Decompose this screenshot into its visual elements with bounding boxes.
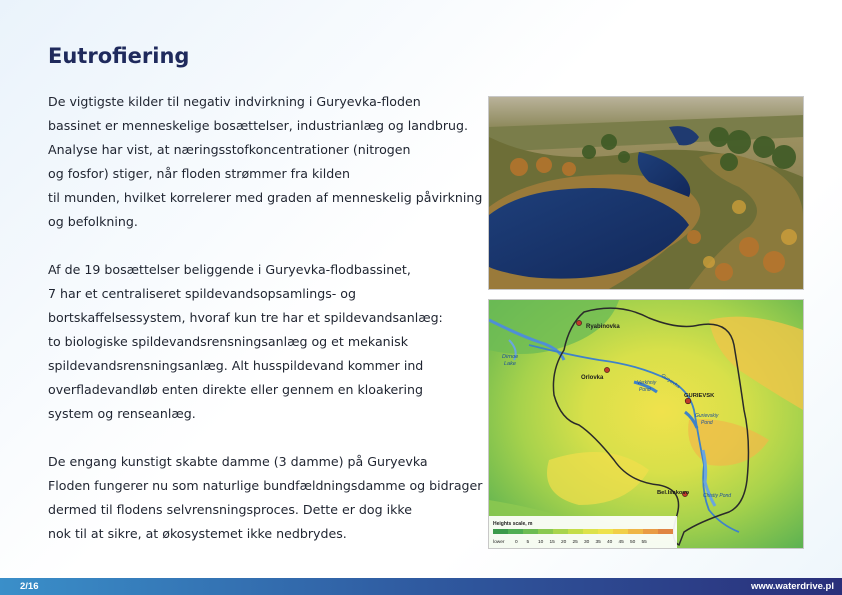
heights-legend xyxy=(489,516,677,548)
legend-tick-label: 0 xyxy=(515,540,518,545)
label-verkhniy-pond-1: Verkhniy xyxy=(637,380,657,386)
legend-tick-label: 10 xyxy=(538,540,544,545)
legend-lower-label: lower xyxy=(493,540,505,545)
legend-swatch xyxy=(643,529,658,534)
label-guryevskiy-pond-2: Pond xyxy=(701,420,713,426)
text-line: De vigtigste kilder til negativ indvirkning i Guryevka-floden xyxy=(48,94,421,109)
footer-bar xyxy=(0,578,842,595)
label-guriyevsk: GURIEVSK xyxy=(684,393,715,399)
text-line: nok til at sikre, at økosystemet ikke nedbrydes. xyxy=(48,526,347,541)
website-link[interactable]: www.waterdrive.pl xyxy=(750,581,834,592)
legend-tick-label: 25 xyxy=(572,540,578,545)
text-line: til munden, hvilket korrelerer med graden af menneskelig påvirkning xyxy=(48,190,483,205)
paragraph-ponds xyxy=(48,450,483,546)
page-number: 2/16 xyxy=(20,581,39,592)
text-line: to biologiske spildevandsrensningsanlæg og et mekanisk xyxy=(48,334,409,349)
legend-tick-label: 45 xyxy=(618,540,624,545)
legend-swatch xyxy=(658,529,673,534)
label-guryevka-river: Guryevka xyxy=(659,372,681,390)
paragraph-settlements xyxy=(48,258,478,426)
settlement-marker xyxy=(604,367,609,372)
river-aerial-photo xyxy=(488,96,804,290)
legend-tick-label: 40 xyxy=(607,540,613,545)
text-line: Af de 19 bosættelser beliggende i Guryevka-flodbassinet, xyxy=(48,262,411,277)
catchment-map xyxy=(488,299,804,549)
label-chistiy-pond: Chistiy Pond xyxy=(703,493,732,499)
text-line: 7 har et centraliseret spildevandsopsamlings- og xyxy=(48,286,356,301)
text-line: bortskaffelsessystem, hvoraf kun tre har et spildevandsanlæg: xyxy=(48,310,443,325)
text-line: overfladevandløb enten direkte eller gennem en kloakering xyxy=(48,382,423,397)
settlement-marker xyxy=(685,398,691,404)
text-line: og fosfor) stiger, når floden strømmer fra kilden xyxy=(48,166,350,181)
label-orlovka: Orlovka xyxy=(581,375,604,381)
legend-swatch xyxy=(538,529,553,534)
legend-swatch xyxy=(553,529,568,534)
legend-tick-label: 20 xyxy=(561,540,567,545)
legend-swatch xyxy=(583,529,598,534)
body-text xyxy=(48,90,483,570)
legend-tick-label: 5 xyxy=(526,540,530,545)
legend-swatch xyxy=(598,529,613,534)
text-line: De engang kunstigt skabte damme (3 damme) på Guryevka xyxy=(48,454,428,469)
text-line: bassinet er menneskelige bosættelser, industrianlæg og landbrug. xyxy=(48,118,469,133)
text-line: Floden fungerer nu som naturlige bundfældningsdamme og bidrager xyxy=(48,478,483,493)
text-line: og befolkning. xyxy=(48,214,138,229)
text-line: Analyse har vist, at næringsstofkoncentrationer (nitrogen xyxy=(48,142,411,157)
label-verkhniy-pond-2: Pond xyxy=(639,387,651,393)
paragraph-sources xyxy=(48,90,483,234)
legend-title: Heights scale, m xyxy=(493,521,533,527)
legend-tick-label: 30 xyxy=(584,540,590,545)
legend-tick-label: 15 xyxy=(549,540,555,545)
text-line: spildevandsrensningsanlæg. Alt husspildevand kommer ind xyxy=(48,358,424,373)
label-guryevskiy-pond-1: Gurievskiy xyxy=(695,413,719,419)
legend-swatch xyxy=(628,529,643,534)
legend-swatch xyxy=(493,529,508,534)
label-dirnoe-lake-2: Lake xyxy=(504,361,516,367)
legend-swatch xyxy=(568,529,583,534)
legend-swatch xyxy=(508,529,523,534)
text-line: system og renseanlæg. xyxy=(48,406,196,421)
legend-swatch xyxy=(523,529,538,534)
page-title: Eutrofiering xyxy=(48,44,190,68)
label-bel-isakovo: Bel.Isakovo xyxy=(657,490,690,496)
legend-swatch xyxy=(613,529,628,534)
legend-tick-label: 55 xyxy=(641,540,647,545)
settlement-marker xyxy=(576,320,581,325)
label-dirnoe-lake-1: Dirnoe xyxy=(502,354,519,360)
legend-tick-label: 50 xyxy=(630,540,636,545)
text-line: dermed til flodens selvrensningsproces. Dette er dog ikke xyxy=(48,502,412,517)
label-ryabinovka: Ryabinovka xyxy=(586,324,620,330)
legend-tick-label: 35 xyxy=(595,540,601,545)
